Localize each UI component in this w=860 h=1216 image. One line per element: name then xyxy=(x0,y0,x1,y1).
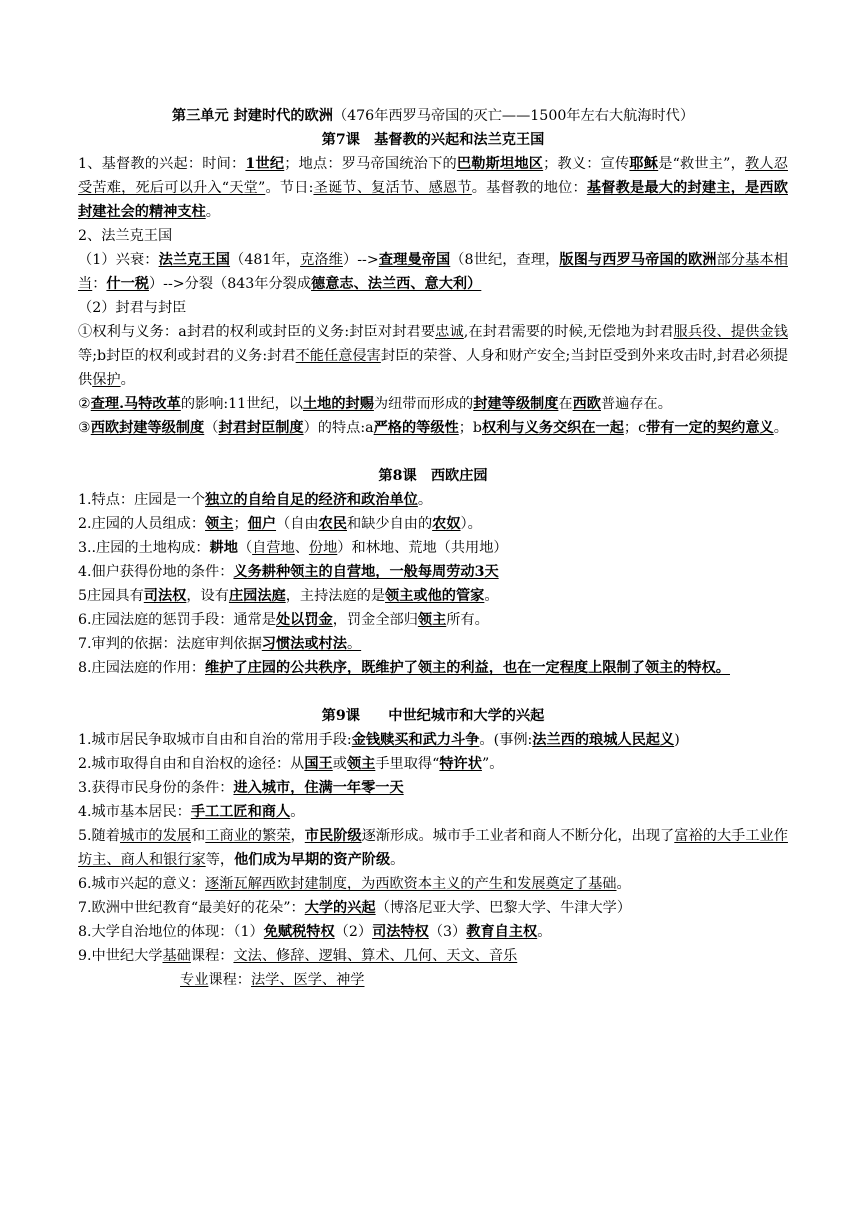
lesson8-item-3 xyxy=(78,536,788,560)
text-span: 1、基督教的兴起：时间： xyxy=(78,156,246,172)
text-span: ）的特点:a xyxy=(303,420,374,436)
key-point: 1世纪 xyxy=(245,156,285,172)
key-point: 耶稣 xyxy=(629,156,659,172)
underlined-text: 专业 xyxy=(180,972,209,988)
key-point: 佃户 xyxy=(247,516,277,532)
lesson9-item-9-specialized xyxy=(78,968,788,992)
key-point: 维护了庄园的公共秩序，既维护了领主的利益，也在一定程度上限制了领主的特权。 xyxy=(205,660,730,676)
lesson7-item-2: 2、法兰克王国 xyxy=(78,228,173,244)
text-span: 手里取得“ xyxy=(375,756,440,772)
text-span: ③ xyxy=(78,420,91,436)
text-span: 。 xyxy=(120,372,135,388)
text-span: 5庄园具有 xyxy=(78,588,144,604)
underlined-text: 教人忍受苦难，死后可以升入“天堂” xyxy=(78,156,788,196)
key-point: 金钱赎买和武力斗争 xyxy=(351,732,480,748)
underlined-text: 文法、修辞、逻辑、算术、几何、天文、音乐 xyxy=(233,948,518,964)
text-span: 。 xyxy=(537,924,552,940)
text-span: 。 xyxy=(290,804,305,820)
lesson8-item-2 xyxy=(78,512,788,536)
text-span: 、 xyxy=(294,540,309,556)
text-span: 6.城市兴起的意义： xyxy=(78,876,206,892)
key-point: 领主 xyxy=(417,612,447,628)
text-span: ①权利与义务：a封君的权利或封臣的义务:封臣对封君要 xyxy=(78,324,436,340)
text-span: ； xyxy=(233,516,248,532)
underlined-text: 份地 xyxy=(308,540,338,556)
text-span: 所有。 xyxy=(446,612,489,628)
text-span: 的影响:11世纪，以 xyxy=(180,396,303,412)
key-point: 农奴 xyxy=(432,516,461,532)
text-span: 和缺少自由的 xyxy=(347,516,433,532)
text-span: 7.欧洲中世纪教育“最美好的花朵”： xyxy=(78,900,305,916)
text-span: ，主持法庭的是 xyxy=(285,588,386,604)
key-point: 德意志、法兰西、意大利） xyxy=(311,276,482,292)
text-span: ；c xyxy=(623,420,647,436)
document-page xyxy=(78,104,788,992)
text-span: 3..庄园的土地构成： xyxy=(78,540,210,556)
key-point: 国王 xyxy=(304,756,333,772)
text-span: （ xyxy=(237,540,253,556)
key-point: 带有一定的契约意义 xyxy=(646,420,774,436)
lesson8-item-8 xyxy=(78,656,788,680)
text-span: 。 xyxy=(616,876,631,892)
text-span: ,在封君需要的时候,无偿地为封君 xyxy=(463,324,674,340)
key-point: 封君封臣制度 xyxy=(218,420,304,436)
underlined-text: 逐渐瓦解西欧封建制度，为西欧资本主义的产生和发展奠定了基础 xyxy=(205,876,617,892)
text-span: ；教义：宣传 xyxy=(543,156,630,172)
text-span: （博洛尼亚大学、巴黎大学、牛津大学） xyxy=(375,900,632,916)
key-point: 领主 xyxy=(346,756,376,772)
underlined-text: 忠诚 xyxy=(435,324,464,340)
lesson8-item-4 xyxy=(78,560,788,584)
key-point: 司法特权 xyxy=(372,924,429,940)
key-point: 封建等级制度 xyxy=(473,396,559,412)
key-point: 权利与义务交织在一起 xyxy=(482,420,624,436)
underlined-text: 圣诞节、复活节、感恩节 xyxy=(313,180,472,196)
key-point: 义务耕种领主的自营地，一般每周劳动3天 xyxy=(233,564,499,580)
text-span: 是“救世主”， xyxy=(658,156,745,172)
text-span: 。基督教的地位： xyxy=(471,180,587,196)
underlined-text: 富裕的大手工业作坊主、商人和银行家 xyxy=(78,828,788,868)
key-point: 耕地 xyxy=(209,540,238,556)
text-span: 4.城市基本居民： xyxy=(78,804,191,820)
text-span: 。 xyxy=(417,492,433,508)
key-point: 手工工匠和商人 xyxy=(190,804,291,820)
text-span: （ xyxy=(204,420,219,436)
text-span: ）--> xyxy=(342,252,379,268)
lesson7-reform xyxy=(78,392,788,416)
key-point: 领主或他的管家 xyxy=(385,588,485,604)
text-span: ，设有 xyxy=(186,588,229,604)
text-span: 为纽带而形成的 xyxy=(373,396,474,412)
text-span: 。 xyxy=(484,588,499,604)
text-span: ② xyxy=(78,396,91,412)
text-span: 1.特点：庄园是一个 xyxy=(78,492,206,508)
lesson7-features xyxy=(78,416,788,440)
text-span: ）和林地、荒地（共用地） xyxy=(337,540,508,556)
text-span: 等;b封臣的权利或封君的义务:封君 xyxy=(78,348,296,364)
lesson9-item-5 xyxy=(78,824,788,872)
underlined-text: 自营地 xyxy=(252,540,295,556)
text-span: 。 xyxy=(773,420,788,436)
lesson7-rights-duties xyxy=(78,320,788,392)
key-point: 法兰克王国 xyxy=(158,252,231,268)
text-span: ；地点：罗马帝国统治下的 xyxy=(284,156,457,172)
text-span: 6.庄园法庭的惩罚手段：通常是 xyxy=(78,612,276,628)
text-span: 2.城市取得自由和自治权的途径：从 xyxy=(78,756,305,772)
lesson8-item-6 xyxy=(78,608,788,632)
underlined-text: 基础 xyxy=(162,948,191,964)
text-span: 或 xyxy=(332,756,347,772)
key-point: 他们成为早期的资产阶级 xyxy=(234,852,391,868)
text-span: ）-->分裂（843年分裂成 xyxy=(148,276,312,292)
lesson9-item-9 xyxy=(78,944,788,968)
text-span: （3） xyxy=(428,924,467,940)
text-span: 2.庄园的人员组成： xyxy=(78,516,206,532)
text-span: （自由 xyxy=(276,516,319,532)
lesson8-title: 第8课 西欧庄园 xyxy=(378,468,488,484)
text-span: 。(事例: xyxy=(479,732,533,748)
key-point: 领主 xyxy=(205,516,234,532)
text-span: 4.佃户获得份地的条件： xyxy=(78,564,234,580)
text-span: 1.城市居民争取城市自由和自治的常用手段: xyxy=(78,732,352,748)
lesson9-item-1 xyxy=(78,728,788,752)
text-span: 3.获得市民身份的条件： xyxy=(78,780,234,796)
text-span: 7.审判的依据：法庭审判依据 xyxy=(78,636,262,652)
text-span: 逐渐形成。城市手工业者和商人不断分化，出现了 xyxy=(361,828,675,844)
lesson7-title: 第7课 基督教的兴起和法兰克王国 xyxy=(321,132,545,148)
text-span: ： xyxy=(92,276,107,292)
key-point: 版图与西罗马帝国的欧洲 xyxy=(559,252,717,268)
text-span: 普遍存在。 xyxy=(600,396,672,412)
underlined-text: 保护 xyxy=(92,372,121,388)
key-point: 查理曼帝国 xyxy=(378,252,451,268)
text-span: 课程： xyxy=(208,972,251,988)
key-point: 处以罚金 xyxy=(275,612,333,628)
lesson7-item-1 xyxy=(78,152,788,224)
key-point: 庄园法庭 xyxy=(228,588,286,604)
key-point: 农民 xyxy=(318,516,347,532)
lesson8-item-7 xyxy=(78,632,788,656)
text-span: 9.中世纪大学 xyxy=(78,948,163,964)
text-span: 等， xyxy=(205,852,235,868)
text-span: ）。 xyxy=(460,516,482,532)
underlined-text: 城市的发展 xyxy=(119,828,192,844)
underlined-text: 法学、医学、神学 xyxy=(250,972,365,988)
key-point: 西欧封建等级制度 xyxy=(90,420,205,436)
underlined-text: 工商业的繁荣 xyxy=(205,828,291,844)
text-span: （481年， xyxy=(230,252,301,268)
text-span: 封臣的荣誉、人身和财产安全;当封臣受到外来攻击时,封君必须提供 xyxy=(78,348,788,388)
lesson7-item-2-2: （2）封君与封臣 xyxy=(78,300,187,316)
lesson9-item-6 xyxy=(78,872,788,896)
text-span: 。节日: xyxy=(265,180,314,196)
key-point: 免赋税特权 xyxy=(263,924,335,940)
key-point: 习惯法或村法 xyxy=(261,636,347,652)
text-span: 。 xyxy=(390,852,405,868)
text-span: （1）兴衰： xyxy=(78,252,159,268)
text-span: 8.庄园法庭的作用： xyxy=(78,660,206,676)
lesson7-item-2-1 xyxy=(78,248,788,296)
lesson9-item-2 xyxy=(78,752,788,776)
key-point: 基督教是最大的封建主，是西欧封建社会的精神支柱 xyxy=(78,180,788,220)
underlined-text: 部分基本相当 xyxy=(78,252,788,292)
lesson9-item-4 xyxy=(78,800,788,824)
text-span: 5.随着 xyxy=(78,828,120,844)
lesson8-item-1 xyxy=(78,488,788,512)
unit-title: 第三单元 封建时代的欧洲 xyxy=(171,108,333,124)
lesson9-title: 第9课 中世纪城市和大学的兴起 xyxy=(321,708,545,724)
key-point: 进入城市，住满一年零一天 xyxy=(233,780,404,796)
key-point: 司法权 xyxy=(143,588,187,604)
text-span: 和 xyxy=(191,828,206,844)
text-span: 在 xyxy=(558,396,573,412)
text-span: ) xyxy=(674,732,680,748)
underlined-text: 。 xyxy=(346,636,362,652)
key-point: 西欧 xyxy=(572,396,601,412)
underlined-text: 服兵役、提供金钱 xyxy=(673,324,788,340)
key-point: 独立的自给自足的经济和政治单位 xyxy=(205,492,418,508)
key-point: 巴勒斯坦地区 xyxy=(456,156,544,172)
spacer xyxy=(78,440,788,464)
unit-subtitle: （476年西罗马帝国的灭亡——1500年左右大航海时代） xyxy=(332,108,695,124)
unit-heading xyxy=(78,104,788,128)
key-point: 法兰西的琅城人民起义 xyxy=(532,732,675,748)
lesson9-item-3 xyxy=(78,776,788,800)
key-point: 查理.马特改革 xyxy=(90,396,181,412)
lesson9-item-7 xyxy=(78,896,788,920)
text-span: ，罚金全部归 xyxy=(332,612,418,628)
key-point: 市民阶级 xyxy=(304,828,362,844)
lesson9-item-8 xyxy=(78,920,788,944)
key-point: 什一税 xyxy=(106,276,149,292)
spacer xyxy=(78,680,788,704)
text-span: 课程： xyxy=(190,948,234,964)
key-point: 特许状 xyxy=(439,756,482,772)
key-point: 教育自主权 xyxy=(466,924,538,940)
text-span: 8.大学自治地位的体现：（1） xyxy=(78,924,264,940)
underlined-text: 不能任意侵害 xyxy=(295,348,381,364)
key-point: 土地的封赐 xyxy=(302,396,374,412)
text-span: ；b xyxy=(458,420,483,436)
key-point: 大学的兴起 xyxy=(304,900,376,916)
key-point: 严格的等级性 xyxy=(373,420,459,436)
text-span: ”。 xyxy=(481,756,504,772)
text-span: 。 xyxy=(205,204,220,220)
underlined-text: 克洛维 xyxy=(300,252,343,268)
text-span: （2） xyxy=(334,924,373,940)
text-span: ， xyxy=(290,828,305,844)
lesson8-item-5 xyxy=(78,584,788,608)
text-span: （8世纪，查理， xyxy=(450,252,560,268)
